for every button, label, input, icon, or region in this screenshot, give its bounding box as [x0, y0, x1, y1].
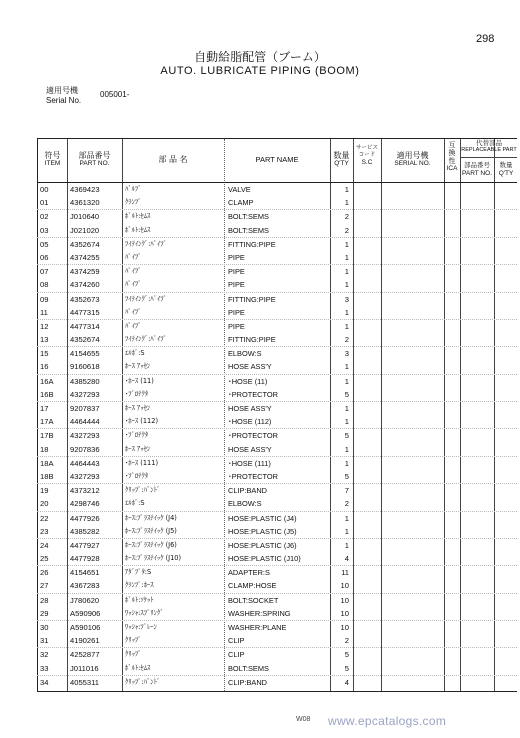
row-name-japanese: ｸﾗﾝﾌﾟ:ﾎｰｽ: [125, 581, 154, 590]
row-name-japanese: ﾎｰｽ ｱｯｾﾝ: [125, 404, 151, 412]
row-part-no: 4477927: [70, 540, 100, 550]
row-item: 31: [40, 636, 49, 646]
row-name-japanese: ･ﾎｰｽ (111): [125, 458, 159, 467]
row-item: 18A: [40, 458, 54, 468]
row-name-english: WASHER:PLANE: [228, 623, 287, 632]
row-part-no: J780620: [70, 595, 100, 605]
row-name-english: ･HOSE (11): [228, 376, 268, 386]
row-name-japanese: ﾎｰｽ:ﾌﾟﾗｽﾃｲｯｸ (J4): [125, 513, 177, 522]
row-name-japanese: ﾜｯｼｬ:ｽﾌﾟﾘﾝｸﾞ: [125, 608, 164, 617]
table-row: [37, 210, 517, 223]
row-part-no: 4055311: [70, 677, 99, 687]
table-row: [37, 470, 517, 484]
table-row: [37, 333, 517, 347]
table-row: [37, 648, 517, 661]
parts-rows: [37, 183, 517, 689]
row-name-japanese: ･ﾌﾟﾛﾃｸﾀ: [125, 389, 149, 398]
row-item: 09: [40, 294, 49, 304]
table-row: [37, 224, 517, 238]
row-name-english: WASHER:SPRING: [228, 608, 291, 618]
row-name-english: BOLT:SEMS: [228, 663, 269, 673]
row-quantity: 2: [344, 225, 349, 235]
row-part-no: 9207837: [70, 404, 100, 413]
row-name-english: HOSE:PLASTIC (J4): [228, 513, 297, 523]
row-name-english: HOSE ASS'Y: [228, 404, 272, 413]
row-quantity: 2: [344, 212, 349, 222]
row-quantity: 1: [344, 267, 349, 277]
table-row: [37, 306, 517, 320]
row-quantity: 5: [344, 431, 349, 441]
row-name-english: HOSE ASS'Y: [228, 362, 272, 372]
watermark: www.epcatalogs.com: [328, 714, 447, 728]
row-item: 07: [40, 267, 49, 277]
page-number: 298: [476, 33, 495, 45]
table-row: [37, 265, 517, 278]
table-row: [37, 579, 517, 593]
table-row: [37, 634, 517, 648]
row-name-english: CLIP:BAND: [228, 677, 268, 687]
row-item: 00: [40, 185, 49, 194]
row-quantity: 1: [344, 252, 349, 262]
row-item: 17A: [40, 417, 54, 427]
row-part-no: 4154655: [70, 349, 100, 359]
row-name-japanese: ﾌｲﾃｲﾝｸﾞ:ﾊﾟｲﾌﾟ: [125, 239, 167, 248]
row-part-no: 4477314: [70, 321, 100, 331]
row-item: 23: [40, 526, 49, 536]
row-name-japanese: ﾊﾟｲﾌﾟ: [125, 307, 142, 316]
header-quantity: 数量 Q'TY: [333, 151, 350, 167]
row-part-no: 4190261: [70, 636, 100, 646]
table-row: [37, 375, 517, 388]
row-part-no: J021020: [70, 225, 100, 235]
header-name-japanese: 部 品 名: [158, 155, 188, 164]
table-row: [37, 497, 517, 511]
row-quantity: 1: [344, 307, 349, 317]
row-quantity: 11: [341, 568, 349, 578]
table-row: [37, 415, 517, 429]
row-name-english: ELBOW:S: [228, 499, 262, 509]
row-item: 13: [40, 335, 49, 345]
row-part-no: 9160618: [70, 362, 100, 372]
serial-label-english: Serial No.: [46, 96, 82, 105]
row-part-no: 4252877: [70, 650, 100, 660]
table-row: [37, 196, 517, 210]
row-name-japanese: ﾊﾟｲﾌﾟ: [125, 321, 142, 330]
row-quantity: 1: [344, 458, 349, 468]
row-item: 20: [40, 499, 49, 509]
row-item: 24: [40, 540, 49, 550]
row-name-english: HOSE ASS'Y: [228, 444, 272, 454]
row-name-japanese: ｸﾘｯﾌﾟ: [125, 650, 142, 659]
row-quantity: 5: [344, 389, 349, 399]
table-row: [37, 278, 517, 292]
row-item: 12: [40, 321, 49, 331]
row-name-japanese: ｸﾘｯﾌﾟ: [125, 636, 142, 645]
row-name-english: BOLT:SEMS: [228, 225, 269, 235]
row-quantity: 5: [344, 471, 349, 481]
row-name-japanese: ﾊﾟｲﾌﾟ: [125, 252, 142, 261]
row-name-japanese: ﾜｯｼｬ:ﾌﾟﾚｰﾝ: [125, 623, 157, 631]
row-quantity: 1: [344, 417, 349, 427]
row-part-no: J010640: [70, 212, 100, 222]
row-name-english: PIPE: [228, 280, 245, 290]
row-name-english: ELBOW:S: [228, 349, 262, 359]
row-item: 16A: [40, 376, 54, 386]
row-name-japanese: ｸﾗﾝﾌﾟ: [125, 198, 142, 207]
row-name-japanese: ｴﾙﾎﾞ:S: [125, 499, 145, 508]
serial-label-japanese: 適用号機: [46, 86, 78, 95]
table-row: [37, 238, 517, 251]
table-row: [37, 662, 517, 676]
row-quantity: 3: [344, 349, 349, 359]
row-name-english: CLAMP: [228, 198, 254, 208]
row-part-no: 4373212: [70, 486, 100, 496]
row-name-english: HOSE:PLASTIC (J10): [228, 554, 301, 564]
title-english: AUTO. LUBRICATE PIPING (BOOM): [160, 65, 360, 77]
row-part-no: 4477926: [70, 513, 100, 523]
row-name-english: FITTING:PIPE: [228, 335, 276, 345]
row-name-japanese: ﾌｲﾃｲﾝｸﾞ:ﾊﾟｲﾌﾟ: [125, 294, 167, 303]
row-part-no: 4327293: [70, 431, 100, 441]
row-name-english: FITTING:PIPE: [228, 294, 276, 304]
row-item: 28: [40, 595, 49, 605]
row-part-no: 4374255: [70, 252, 100, 262]
table-row: [37, 183, 517, 196]
row-quantity: 1: [344, 526, 349, 536]
row-name-english: CLAMP:HOSE: [228, 581, 277, 591]
row-item: 17B: [40, 431, 54, 441]
row-item: 16: [40, 362, 49, 372]
row-name-japanese: ﾎｰｽ:ﾌﾟﾗｽﾃｲｯｸ (J10): [125, 554, 182, 563]
table-row: [37, 293, 517, 306]
row-item: 32: [40, 650, 49, 660]
row-quantity: 2: [344, 335, 349, 345]
table-row: [37, 388, 517, 402]
row-quantity: 1: [344, 198, 349, 208]
table-row: [37, 443, 517, 457]
row-name-japanese: ･ﾎｰｽ (112): [125, 417, 159, 426]
header-replaceable-part: 代替部品 REPLACEABLE PART: [461, 139, 517, 153]
row-part-no: 4477928: [70, 554, 100, 564]
row-part-no: 4464443: [70, 458, 100, 468]
row-name-english: PIPE: [228, 307, 245, 317]
header-service-code: サービス コード S.C: [355, 145, 378, 166]
row-name-japanese: ﾎｰｽ:ﾌﾟﾗｽﾃｲｯｸ (J5): [125, 526, 177, 535]
row-name-japanese: ｴﾙﾎﾞ:S: [125, 349, 145, 358]
row-name-english: ･PROTECTOR: [228, 471, 278, 481]
table-row: [37, 552, 517, 566]
row-item: 02: [40, 212, 49, 222]
row-name-english: PIPE: [228, 252, 245, 262]
row-name-english: FITTING:PIPE: [228, 239, 276, 249]
row-item: 03: [40, 225, 49, 235]
row-name-japanese: ﾊﾟｲﾌﾟ: [125, 267, 142, 276]
row-item: 29: [40, 608, 49, 618]
row-part-no: 4464444: [70, 417, 100, 427]
row-quantity: 1: [344, 376, 349, 386]
row-name-english: PIPE: [228, 267, 245, 277]
row-quantity: 7: [344, 486, 349, 496]
row-name-japanese: ﾎﾞﾙﾄ:ｾﾑｽ: [125, 225, 151, 234]
table-row: [37, 360, 517, 374]
row-quantity: 4: [344, 554, 349, 564]
row-item: 27: [40, 581, 49, 591]
row-quantity: 10: [340, 623, 349, 632]
row-part-no: 4385282: [70, 526, 100, 536]
row-name-english: BOLT:SOCKET: [228, 595, 279, 605]
row-name-japanese: ﾎｰｽ ｱｯｾﾝ: [125, 362, 151, 371]
row-item: 11: [40, 307, 48, 317]
row-item: 25: [40, 554, 49, 564]
table-row: [37, 429, 517, 442]
row-item: 15: [40, 349, 49, 359]
row-quantity: 1: [344, 280, 349, 290]
table-row: [37, 251, 517, 265]
row-quantity: 1: [344, 239, 349, 249]
row-item: 34: [40, 677, 49, 687]
row-name-japanese: ﾊﾟｲﾌﾟ: [125, 280, 142, 289]
row-name-japanese: ﾎﾞﾙﾄ:ｾﾑｽ: [125, 663, 151, 672]
row-name-english: CLIP: [228, 650, 245, 660]
header-replaceable-qty: 数量 Q'TY: [498, 161, 514, 177]
title-japanese: 自動給脂配管（ブーム）: [194, 50, 326, 64]
row-part-no: 4352674: [70, 335, 100, 345]
row-name-japanese: ･ﾌﾟﾛﾃｸﾀ: [125, 471, 149, 480]
row-name-japanese: ﾌｲﾃｲﾝｸﾞ:ﾊﾟｲﾌﾟ: [125, 335, 167, 344]
row-name-english: ･PROTECTOR: [228, 389, 278, 399]
table-row: [37, 457, 517, 470]
row-quantity: 10: [340, 608, 349, 618]
row-part-no: A590106: [70, 623, 101, 632]
row-name-japanese: ･ﾌﾟﾛﾃｸﾀ: [125, 431, 149, 440]
row-name-japanese: ﾎﾞﾙﾄ:ｾﾑｽ: [125, 212, 151, 221]
row-item: 16B: [40, 389, 54, 399]
row-part-no: 4361320: [70, 198, 100, 208]
header-interchangeability: 互換性 ICA: [446, 141, 458, 172]
row-part-no: 4369423: [70, 185, 100, 194]
row-quantity: 1: [344, 362, 349, 372]
row-quantity: 5: [344, 650, 349, 660]
row-item: 06: [40, 252, 49, 262]
table-row: [37, 512, 517, 525]
row-name-english: ･HOSE (111): [228, 458, 271, 468]
table-row: [37, 539, 517, 552]
row-name-japanese: ･ﾎｰｽ (11): [125, 376, 154, 385]
table-row: [37, 676, 517, 689]
row-item: 22: [40, 513, 49, 523]
row-part-no: 4298746: [70, 499, 100, 509]
row-name-japanese: ﾎｰｽ:ﾌﾟﾗｽﾃｲｯｸ (J6): [125, 540, 177, 549]
row-quantity: 1: [344, 185, 349, 194]
row-item: 26: [40, 568, 49, 578]
row-name-english: ･PROTECTOR: [228, 431, 278, 441]
table-row: [37, 566, 517, 579]
row-item: 08: [40, 280, 49, 290]
row-part-no: 4367283: [70, 581, 100, 591]
row-name-english: HOSE:PLASTIC (J6): [228, 540, 297, 550]
row-part-no: 4374260: [70, 280, 100, 290]
row-name-japanese: ｸﾘｯﾌﾟ:ﾊﾞﾝﾄﾞ: [125, 486, 161, 495]
table-row: [37, 525, 517, 539]
row-quantity: 1: [344, 404, 349, 413]
serial-value: 005001-: [100, 90, 130, 99]
row-quantity: 1: [344, 513, 349, 523]
row-item: 18B: [40, 471, 54, 481]
row-part-no: 9207836: [70, 444, 100, 454]
row-part-no: A590906: [70, 608, 101, 618]
row-part-no: 4352674: [70, 239, 100, 249]
row-quantity: 10: [340, 581, 349, 591]
table-row: [37, 621, 517, 634]
header-serial-no: 適用号機 SERIAL NO.: [394, 151, 431, 167]
row-name-english: CLIP:BAND: [228, 486, 268, 496]
row-item: 17: [40, 404, 49, 413]
row-name-english: CLIP: [228, 636, 245, 646]
row-part-no: 4154651: [70, 568, 100, 578]
row-item: 33: [40, 663, 49, 673]
table-row: [37, 320, 517, 333]
row-part-no: 4374259: [70, 267, 100, 277]
header-part-no: 部品番号 PART NO.: [78, 151, 111, 167]
row-quantity: 3: [344, 294, 349, 304]
row-item: 01: [40, 198, 49, 208]
row-quantity: 10: [340, 595, 349, 605]
header-item: 符号 ITEM: [44, 151, 61, 167]
row-part-no: 4352673: [70, 294, 100, 304]
row-quantity: 5: [344, 663, 349, 673]
row-name-english: BOLT:SEMS: [228, 212, 269, 222]
row-name-english: VALVE: [228, 185, 251, 194]
table-row: [37, 402, 517, 415]
table-row: [37, 347, 517, 360]
row-name-japanese: ﾎｰｽ ｱｯｾﾝ: [125, 444, 151, 453]
row-item: 05: [40, 239, 49, 249]
row-part-no: 4477315: [70, 307, 100, 317]
footer-mark: W08: [296, 716, 311, 723]
row-name-japanese: ｱﾀﾞﾌﾟﾀ:S: [125, 568, 152, 577]
row-quantity: 2: [344, 636, 349, 646]
row-quantity: 1: [344, 540, 349, 550]
row-name-japanese: ｸﾘｯﾌﾟ:ﾊﾞﾝﾄﾞ: [125, 677, 161, 686]
row-part-no: 4385280: [70, 376, 100, 386]
row-item: 18: [40, 444, 49, 454]
row-quantity: 4: [344, 677, 349, 687]
row-part-no: 4327293: [70, 471, 100, 481]
row-part-no: 4327293: [70, 389, 100, 399]
header-name-english: PART NAME: [255, 155, 299, 164]
row-quantity: 1: [344, 321, 349, 331]
row-quantity: 2: [344, 499, 349, 509]
row-name-english: ADAPTER:S: [228, 568, 270, 578]
table-row: [37, 594, 517, 607]
table-row: [37, 607, 517, 621]
header-replaceable-part-no: 部品番号 PART NO.: [462, 161, 492, 177]
row-name-english: PIPE: [228, 321, 245, 331]
row-name-japanese: ﾎﾞﾙﾄ:ｿｹｯﾄ: [125, 595, 154, 604]
row-quantity: 1: [344, 444, 349, 454]
row-item: 30: [40, 623, 49, 632]
row-name-japanese: ﾊﾞﾙﾌﾞ: [125, 185, 142, 193]
row-part-no: J011016: [70, 663, 99, 673]
row-item: 19: [40, 486, 49, 496]
replaceable-divider: [460, 157, 517, 158]
row-name-english: HOSE:PLASTIC (J5): [228, 526, 297, 536]
row-name-english: ･HOSE (112): [228, 417, 272, 427]
table-row: [37, 484, 517, 497]
